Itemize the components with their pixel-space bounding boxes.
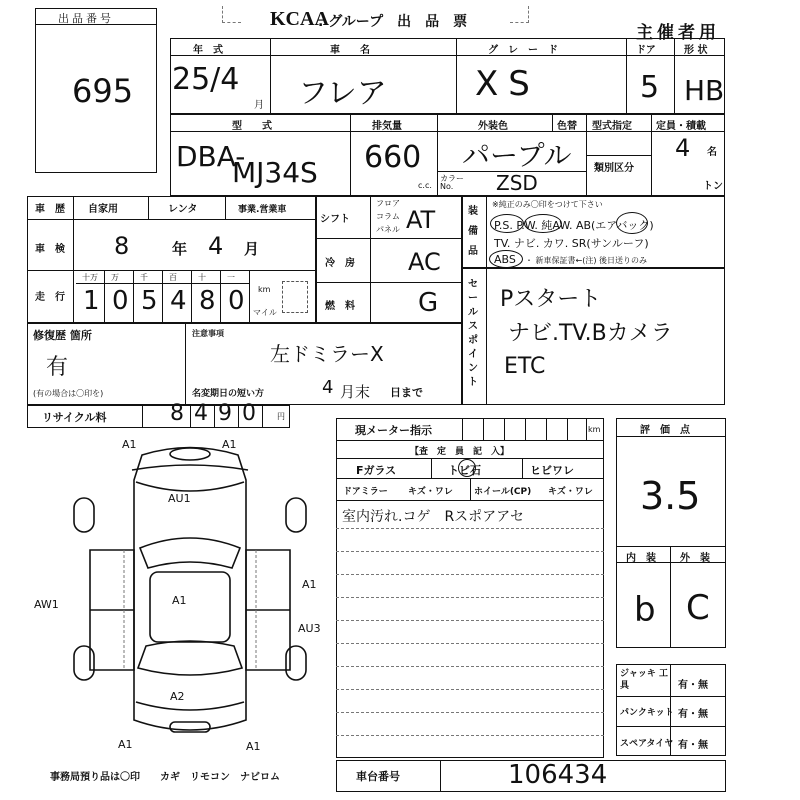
color-value: パープル [462,139,572,172]
mileage-digit-label: 千 [140,273,148,282]
mileage-digit-label: 十万 [82,273,98,282]
grade-label: グ レ ー ド [488,45,558,56]
expiry-month: 月末 [340,383,371,401]
exterior-color-label: 外装色 [478,121,508,132]
history-private: 自家用 [88,204,118,215]
form-title: . グループ 出 品 票 [318,14,468,30]
inspection-month: 4 [208,232,224,260]
history-rental: レンタ [168,204,198,215]
recycle-digit: 9 [218,401,232,426]
exterior-label: 外 装 [680,553,710,564]
sales-point-line2: ナビ.TV.Bカメラ [508,321,673,346]
puncture-options: 有・無 [678,709,708,720]
door-mirror-label: ドアミラー [343,487,388,497]
mileage-digit-label: 十 [198,273,206,282]
car-damage-diagram [60,440,320,750]
type-cert-label: 型式指定 [592,121,632,132]
inspection-month-unit: 月 [244,240,260,258]
capacity-value: 4 [675,134,691,162]
lot-number-value: 695 [72,72,134,110]
equipment-line2: TV. ナビ. カワ. SR(サンルーフ) [494,237,649,250]
grade-value: XS [475,64,540,104]
mileage-digit: 0 [112,286,129,316]
mile-checkbox [282,281,308,313]
displacement-value: 660 [364,140,422,175]
mark-hood: AU1 [168,492,191,505]
class-label: 類別区分 [594,163,634,174]
mileage-digit: 8 [199,286,216,316]
door-label: ドア [636,45,656,56]
interior-label: 内 装 [626,553,656,564]
mark-front-left: A1 [122,438,137,451]
notes-label: 注意事項 [192,329,224,338]
mileage-digit: 1 [83,286,100,316]
inspection-label: 車 検 [35,244,65,255]
equipment-line3: ・ 新車保証書←(注) 後日送りのみ [525,256,648,265]
displacement-label: 排気量 [372,121,402,132]
tobi-circle-mark [458,459,476,477]
expiry-label: 名変期日の短い方 [192,389,265,399]
inspector-remark: 室内汚れ.コゲ Rスポアアセ [342,509,525,525]
type-value-2: MJ34S [232,156,318,189]
mileage-digit: 5 [141,286,158,316]
repair-value: 有 [46,355,69,380]
chassis-number: 106434 [508,760,608,790]
shift-value: AT [406,206,436,234]
score-value: 3.5 [640,474,701,518]
mileage-digit: 4 [170,286,187,316]
jack-options: 有・無 [678,680,708,691]
equipment-abs: ABS [494,253,516,266]
spare-label: スペアタイヤ [620,739,674,749]
mileage-mile-unit: マイル [253,308,277,317]
shift-panel: パネル [376,225,400,234]
recycle-unit: 円 [277,412,285,421]
mileage-digit: 0 [228,286,245,316]
expiry-day: 日まで [390,386,423,399]
inspection-year-unit: 年 [172,240,188,258]
wheel-label: ホイール(CP) [474,487,532,497]
mileage-digit-label: 百 [169,273,177,282]
year-month-suffix: 月 [254,100,264,111]
interior-value: b [634,590,656,630]
ton-unit: トン [703,181,723,192]
equipment-label: 装 備 品 [468,206,478,257]
recycle-digit: 4 [194,401,208,426]
mirror-options: キズ・ワレ [408,487,453,497]
tobi-label: トビ石 [448,464,481,477]
shift-floor: フロア [376,199,400,208]
chassis-label: 車台番号 [356,770,400,783]
copy-type: 主催者用 [636,23,720,43]
year-label: 年 式 [193,45,223,56]
mileage-label: 走 行 [35,292,65,303]
puncture-label: パンクキット [620,708,674,718]
recycle-label: リサイクル料 [42,411,107,424]
type-label: 型 式 [232,121,272,132]
shape-label: 形 状 [684,45,708,56]
color-change-label: 色替 [557,121,577,132]
inspection-year: 8 [114,232,130,260]
expiry-value: 4 [322,377,334,398]
abs-circle-mark [489,250,523,268]
mark-front-right: A1 [222,438,237,451]
doors-value: 5 [640,70,660,105]
capacity-label: 定員・積載 [656,121,706,132]
mark-roof: A1 [172,594,187,607]
brand-logo: KCAA [270,8,329,30]
ac-label: 冷 房 [325,258,355,269]
score-label: 評 価 点 [640,425,690,436]
capacity-unit: 名 [707,147,717,158]
mark-right-rear: AU3 [298,622,321,635]
pw-circle-mark [524,214,562,233]
mileage-digit-label: 万 [111,273,119,282]
history-label: 車 歴 [35,204,65,215]
ab-circle-mark [616,212,648,234]
inspector-label: 【査 定 員 記 入】 [410,447,510,457]
shift-column: コラム [376,212,400,221]
mark-trunk: A2 [170,690,185,703]
mark-left-side: AW1 [34,598,59,611]
spare-options: 有・無 [678,740,708,751]
mileage-digit-label: 一 [227,273,235,282]
jack-label: ジャッキ 工具 [620,669,668,691]
history-commercial: 事業.営業車 [238,205,287,215]
recycle-digit: 8 [170,401,184,426]
year-value: 25/4 [172,62,240,97]
mark-rear-left: A1 [118,738,133,751]
model-name-label: 車 名 [330,45,370,56]
shift-label: シフト [320,214,350,225]
color-no-label: カラー No. [440,174,464,191]
meter-km-unit: km [588,425,601,434]
wheel-options: キズ・ワレ [548,487,593,497]
mark-rear-right: A1 [246,740,261,753]
recycle-digit: 0 [242,401,256,426]
notes-value: 左ドミラーX [270,342,384,366]
cc-unit: c.c. [418,181,432,190]
color-no-value: ZSD [496,171,538,195]
hibi-label: ヒビワレ [530,464,574,477]
meter-label: 現メーター指示 [355,424,432,437]
sales-point-line3: ETC [504,354,546,379]
mileage-km-unit: km [258,285,271,294]
repair-label: 修復歴 箇所 [33,329,92,342]
fuel-label: 燃 料 [325,301,355,312]
fuel-value: G [418,288,439,318]
type-value-1: DBA- [176,140,246,173]
office-note: 事務局預り品は〇印 カギ リモコン ナビロム [50,772,280,783]
f-glass-label: Fガラス [356,464,397,477]
sales-point-line1: Pスタート [500,287,602,312]
equipment-line1: P.S. P.W. 純AW. AB(エアバック) [494,219,654,232]
ac-value: AC [408,248,441,276]
ps-circle-mark [490,214,524,233]
mark-right-front: A1 [302,578,317,591]
lot-number-label: 出品番号 [58,12,114,25]
sales-point-label: セールスポイント [468,279,478,388]
model-name-value: フレア [298,76,387,111]
repair-note: (有の場合は〇印を) [33,389,104,398]
shape-value: HB [684,74,725,107]
exterior-value: C [686,588,710,628]
equipment-note: ※純正のみ〇印をつけて下さい [492,200,603,209]
